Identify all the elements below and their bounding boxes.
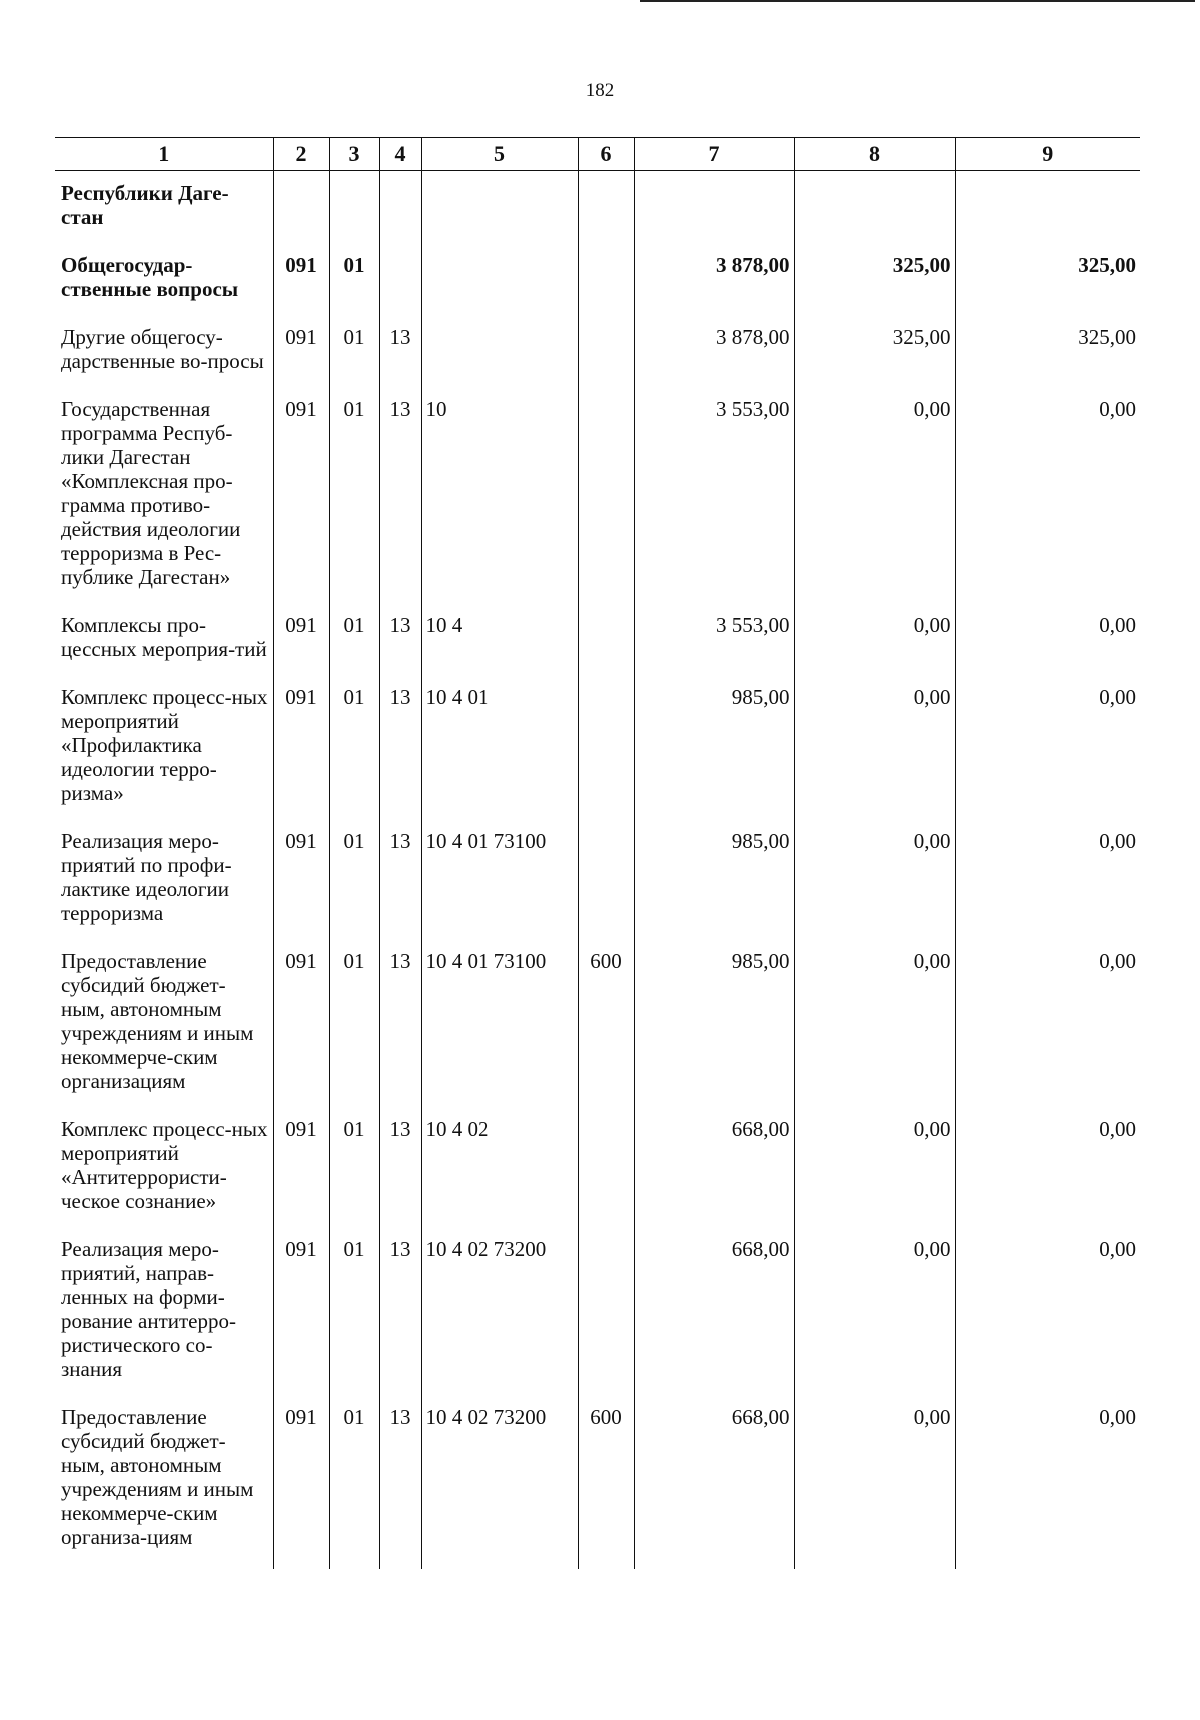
row-target-article-cell: 10	[421, 387, 578, 603]
header-col-9: 9	[955, 138, 1140, 171]
row-target-article-cell: 10 4 01 73100	[421, 939, 578, 1107]
row-subsection-cell: 13	[379, 819, 421, 939]
row-amount-col8-cell: 0,00	[794, 603, 955, 675]
row-amount-col9-cell: 0,00	[955, 603, 1140, 675]
row-target-article-cell: 10 4 02	[421, 1107, 578, 1227]
row-amount-col8-cell: 0,00	[794, 1227, 955, 1395]
row-amount-col7-cell: 3 878,00	[634, 315, 794, 387]
row-section-cell	[329, 171, 379, 244]
row-target-article-cell: 10 4 02 73200	[421, 1227, 578, 1395]
row-amount-col7-cell: 668,00	[634, 1107, 794, 1227]
row-gl-cell: 091	[273, 1107, 329, 1227]
row-amount-col9-cell: 0,00	[955, 1107, 1140, 1227]
row-amount-col8-cell: 0,00	[794, 939, 955, 1107]
row-gl-cell: 091	[273, 603, 329, 675]
header-col-2: 2	[273, 138, 329, 171]
table-row	[55, 1227, 1140, 1395]
row-gl-cell: 091	[273, 819, 329, 939]
row-gl-cell: 091	[273, 387, 329, 603]
row-target-article-cell: 10 4 01	[421, 675, 578, 819]
row-target-article-cell	[421, 315, 578, 387]
row-section-cell: 01	[329, 387, 379, 603]
row-amount-col8-cell	[794, 171, 955, 244]
row-subsection-cell: 13	[379, 939, 421, 1107]
row-section-cell: 01	[329, 1107, 379, 1227]
row-amount-col7-cell: 3 553,00	[634, 387, 794, 603]
row-name-cell: Предоставление субсидий бюджет-ным, автономным учреждениям и иным некоммерче-ским организа-циям	[61, 1405, 254, 1549]
row-expense-type-cell	[578, 1107, 634, 1227]
row-name-cell: Комплексы про-цессных мероприя-тий	[61, 613, 267, 661]
row-gl-cell: 091	[273, 939, 329, 1107]
row-subsection-cell: 13	[379, 1107, 421, 1227]
row-amount-col7-cell: 3 878,00	[634, 243, 794, 315]
row-name-cell: Общегосудар-ственные вопросы	[61, 253, 239, 301]
row-subsection-cell: 13	[379, 1395, 421, 1569]
row-amount-col8-cell: 0,00	[794, 387, 955, 603]
row-name-cell: Государственная программа Респуб-лики Дагестан «Комплексная про-грамма противо-действия идеологии терроризма в Рес-публике Дагестан»	[61, 397, 241, 589]
row-target-article-cell: 10 4 01 73100	[421, 819, 578, 939]
row-expense-type-cell	[578, 1227, 634, 1395]
row-expense-type-cell	[578, 675, 634, 819]
row-amount-col9-cell: 0,00	[955, 675, 1140, 819]
row-subsection-cell: 13	[379, 603, 421, 675]
row-target-article-cell: 10 4	[421, 603, 578, 675]
header-row	[55, 138, 1140, 171]
row-target-article-cell	[421, 171, 578, 244]
row-amount-col7-cell: 985,00	[634, 819, 794, 939]
row-subsection-cell: 13	[379, 315, 421, 387]
table-row	[55, 675, 1140, 819]
row-amount-col8-cell: 0,00	[794, 675, 955, 819]
row-amount-col7-cell: 668,00	[634, 1227, 794, 1395]
row-expense-type-cell: 600	[578, 1395, 634, 1569]
row-amount-col9-cell	[955, 171, 1140, 244]
row-expense-type-cell	[578, 243, 634, 315]
row-amount-col9-cell: 325,00	[955, 315, 1140, 387]
row-section-cell: 01	[329, 939, 379, 1107]
row-name-cell: Комплекс процесс-ных мероприятий «Антитеррористи-ческое сознание»	[61, 1117, 268, 1213]
row-section-cell: 01	[329, 1395, 379, 1569]
table-row	[55, 1107, 1140, 1227]
row-gl-cell: 091	[273, 1395, 329, 1569]
row-target-article-cell	[421, 243, 578, 315]
row-name-cell: Комплекс процесс-ных мероприятий «Профилактика идеологии терро-ризма»	[61, 685, 268, 805]
row-gl-cell: 091	[273, 1227, 329, 1395]
table-row	[55, 819, 1140, 939]
table-row	[55, 939, 1140, 1107]
header-col-8: 8	[794, 138, 955, 171]
row-name-cell: Реализация меро-приятий по профи-лактике идеологии терроризма	[61, 829, 232, 925]
table-row	[55, 315, 1140, 387]
row-name-cell: Республики Даге-стан	[61, 181, 229, 229]
row-name-cell: Предоставление субсидий бюджет-ным, автономным учреждениям и иным некоммерче-ским организациям	[61, 949, 254, 1093]
row-amount-col9-cell: 0,00	[955, 1227, 1140, 1395]
row-amount-col8-cell: 325,00	[794, 315, 955, 387]
row-expense-type-cell	[578, 819, 634, 939]
budget-table	[55, 137, 1140, 1569]
row-amount-col8-cell: 0,00	[794, 1107, 955, 1227]
row-amount-col9-cell: 0,00	[955, 387, 1140, 603]
row-section-cell: 01	[329, 243, 379, 315]
header-col-4: 4	[379, 138, 421, 171]
top-edge-rule	[640, 0, 1195, 2]
row-name-cell: Другие общегосу-дарственные во-просы	[61, 325, 264, 373]
row-amount-col7-cell: 3 553,00	[634, 603, 794, 675]
row-amount-col9-cell: 0,00	[955, 939, 1140, 1107]
row-gl-cell: 091	[273, 315, 329, 387]
row-section-cell: 01	[329, 1227, 379, 1395]
header-col-7: 7	[634, 138, 794, 171]
row-subsection-cell: 13	[379, 675, 421, 819]
table-body	[55, 171, 1140, 1570]
header-col-3: 3	[329, 138, 379, 171]
row-name-cell: Реализация меро-приятий, направ-ленных на форми-рование антитерро-ристического со-знания	[61, 1237, 236, 1381]
row-subsection-cell: 13	[379, 387, 421, 603]
row-expense-type-cell: 600	[578, 939, 634, 1107]
row-amount-col9-cell: 325,00	[955, 243, 1140, 315]
table-row	[55, 171, 1140, 244]
row-gl-cell: 091	[273, 243, 329, 315]
row-expense-type-cell	[578, 315, 634, 387]
row-section-cell: 01	[329, 603, 379, 675]
table-row	[55, 603, 1140, 675]
header-col-5: 5	[421, 138, 578, 171]
row-amount-col8-cell: 0,00	[794, 1395, 955, 1569]
row-amount-col7-cell: 985,00	[634, 675, 794, 819]
table-row	[55, 243, 1140, 315]
row-section-cell: 01	[329, 315, 379, 387]
row-amount-col7-cell	[634, 171, 794, 244]
row-amount-col7-cell: 668,00	[634, 1395, 794, 1569]
row-subsection-cell	[379, 243, 421, 315]
row-subsection-cell: 13	[379, 1227, 421, 1395]
header-col-1: 1	[55, 138, 273, 171]
row-expense-type-cell	[578, 603, 634, 675]
row-amount-col9-cell: 0,00	[955, 819, 1140, 939]
row-target-article-cell: 10 4 02 73200	[421, 1395, 578, 1569]
row-section-cell: 01	[329, 675, 379, 819]
row-amount-col9-cell: 0,00	[955, 1395, 1140, 1569]
row-subsection-cell	[379, 171, 421, 244]
row-amount-col8-cell: 0,00	[794, 819, 955, 939]
table-row	[55, 1395, 1140, 1569]
row-gl-cell	[273, 171, 329, 244]
header-col-6: 6	[578, 138, 634, 171]
page-number: 182	[585, 80, 615, 101]
table-row	[55, 387, 1140, 603]
row-amount-col7-cell: 985,00	[634, 939, 794, 1107]
row-section-cell: 01	[329, 819, 379, 939]
row-expense-type-cell	[578, 171, 634, 244]
row-expense-type-cell	[578, 387, 634, 603]
row-gl-cell: 091	[273, 675, 329, 819]
row-amount-col8-cell: 325,00	[794, 243, 955, 315]
